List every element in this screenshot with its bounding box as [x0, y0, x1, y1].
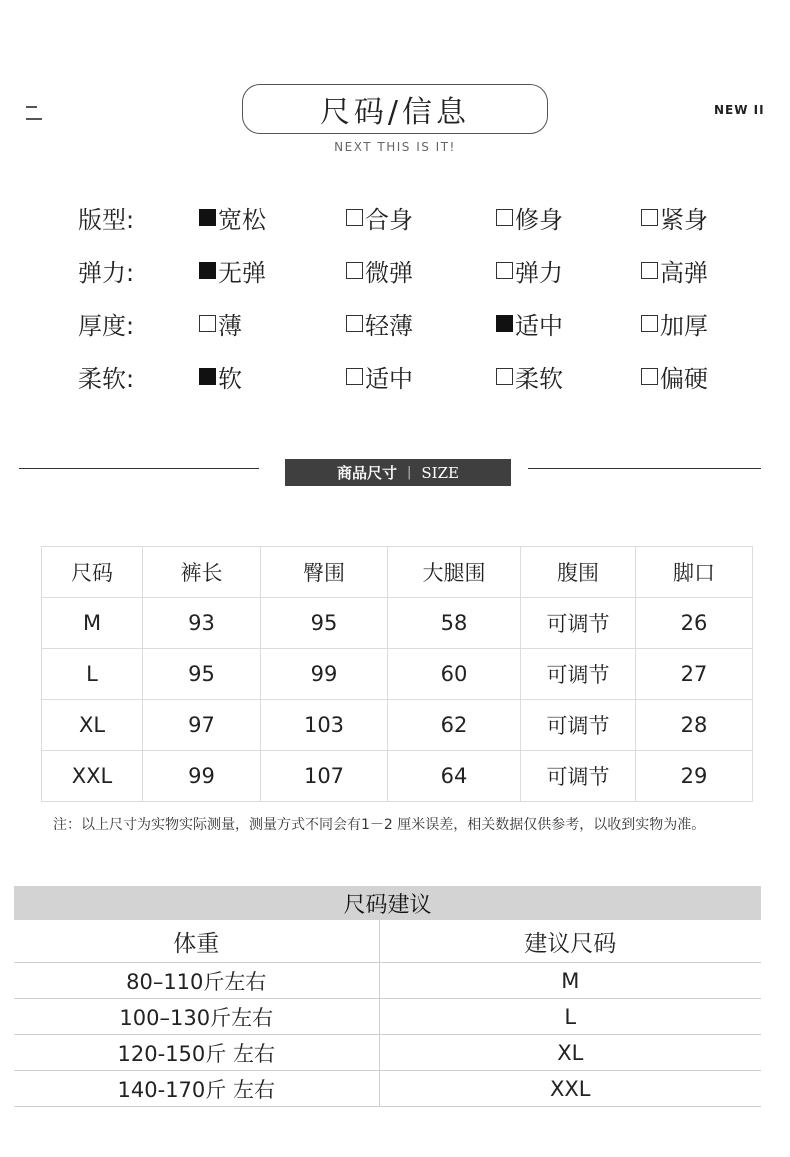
table-cell: 97	[143, 700, 261, 751]
table-cell: 27	[636, 649, 753, 700]
attribute-option	[346, 200, 413, 234]
attribute-option	[346, 253, 413, 287]
attribute-option-label: 无弹	[218, 258, 266, 287]
table-header-cell: 腹围	[521, 547, 636, 598]
table-cell: 107	[261, 751, 388, 802]
table-cell: M	[379, 963, 761, 999]
attribute-row	[0, 200, 790, 234]
table-header-cell: 建议尺码	[379, 920, 761, 963]
attribute-option	[641, 200, 708, 234]
attribute-option-label: 紧身	[660, 205, 708, 234]
table-cell: 29	[636, 751, 753, 802]
page-title: 尺码/信息	[319, 95, 471, 130]
table-header-row	[14, 920, 761, 963]
table-cell: L	[42, 649, 143, 700]
table-cell: M	[42, 598, 143, 649]
table-cell: 可调节	[521, 751, 636, 802]
checked-box-icon	[199, 262, 216, 279]
decorative-mark-icon	[26, 104, 42, 122]
banner-separator: |	[407, 465, 412, 480]
page-subtitle: NEXT THIS IS IT!	[334, 140, 456, 154]
attribute-option-label: 软	[218, 364, 242, 393]
table-row	[14, 999, 761, 1035]
unchecked-box-icon	[346, 262, 363, 279]
table-cell: 可调节	[521, 649, 636, 700]
attribute-option-label: 薄	[218, 311, 242, 340]
table-cell: 80–110斤左右	[14, 963, 379, 999]
recommendation-title: 尺码建议	[14, 886, 761, 920]
attribute-option-label: 弹力	[515, 258, 563, 287]
table-cell: 28	[636, 700, 753, 751]
attribute-option	[199, 253, 266, 287]
unchecked-box-icon	[199, 315, 216, 332]
table-row	[42, 649, 753, 700]
attribute-option-label: 适中	[515, 311, 563, 340]
attribute-option	[496, 253, 563, 287]
table-header-cell: 体重	[14, 920, 379, 963]
attribute-label: 厚度:	[78, 312, 135, 340]
attribute-option	[346, 306, 413, 340]
attribute-option-label: 轻薄	[365, 311, 413, 340]
table-row	[14, 963, 761, 999]
attribute-option	[199, 200, 266, 234]
table-cell: 99	[261, 649, 388, 700]
banner-title-en: SIZE	[421, 463, 459, 482]
table-cell: XXL	[379, 1071, 761, 1107]
divider-right	[528, 468, 761, 469]
unchecked-box-icon	[346, 209, 363, 226]
attribute-option	[496, 200, 563, 234]
table-cell: 99	[143, 751, 261, 802]
table-cell: 60	[388, 649, 521, 700]
table-cell: 可调节	[521, 598, 636, 649]
attribute-row	[0, 253, 790, 287]
attribute-option-label: 高弹	[660, 258, 708, 287]
table-row	[42, 700, 753, 751]
attribute-option	[496, 359, 563, 393]
table-cell: XXL	[42, 751, 143, 802]
size-table	[41, 546, 753, 802]
table-header-row	[42, 547, 753, 598]
unchecked-box-icon	[641, 315, 658, 332]
attribute-option	[199, 359, 242, 393]
table-cell: 58	[388, 598, 521, 649]
attribute-label: 弹力:	[78, 259, 135, 287]
attribute-label: 版型:	[78, 206, 135, 234]
attribute-option	[641, 359, 708, 393]
attribute-option	[641, 306, 708, 340]
table-cell: 可调节	[521, 700, 636, 751]
table-header-cell: 尺码	[42, 547, 143, 598]
table-cell: XL	[42, 700, 143, 751]
table-header-cell: 裤长	[143, 547, 261, 598]
divider-left	[19, 468, 259, 469]
table-row	[42, 751, 753, 802]
attribute-option	[496, 306, 563, 340]
unchecked-box-icon	[496, 262, 513, 279]
table-cell: 140-170斤 左右	[14, 1071, 379, 1107]
attribute-option-label: 柔软	[515, 364, 563, 393]
table-cell: 100–130斤左右	[14, 999, 379, 1035]
attribute-row	[0, 306, 790, 340]
attribute-option	[346, 359, 413, 393]
attribute-row	[0, 359, 790, 393]
table-cell: 103	[261, 700, 388, 751]
table-header-cell: 大腿围	[388, 547, 521, 598]
table-header-cell: 臀围	[261, 547, 388, 598]
unchecked-box-icon	[496, 209, 513, 226]
attribute-label: 柔软:	[78, 365, 135, 393]
table-row	[14, 1071, 761, 1107]
checked-box-icon	[199, 368, 216, 385]
corner-mark: NEW II	[714, 103, 765, 117]
title-frame	[242, 84, 548, 134]
table-cell: 64	[388, 751, 521, 802]
recommendation-table	[14, 920, 761, 1107]
table-cell: 120-150斤 左右	[14, 1035, 379, 1071]
table-cell: XL	[379, 1035, 761, 1071]
attribute-option-label: 微弹	[365, 258, 413, 287]
unchecked-box-icon	[346, 315, 363, 332]
table-cell: 95	[261, 598, 388, 649]
attribute-option-label: 修身	[515, 205, 563, 234]
table-cell: L	[379, 999, 761, 1035]
attribute-option-label: 偏硬	[660, 364, 708, 393]
checked-box-icon	[496, 315, 513, 332]
unchecked-box-icon	[346, 368, 363, 385]
table-row	[14, 1035, 761, 1071]
banner-title-cn: 商品尺寸	[337, 464, 398, 482]
table-cell: 62	[388, 700, 521, 751]
attribute-option	[641, 253, 708, 287]
unchecked-box-icon	[641, 368, 658, 385]
attribute-option-label: 宽松	[218, 205, 266, 234]
table-cell: 93	[143, 598, 261, 649]
attribute-option-label: 合身	[365, 205, 413, 234]
table-cell: 26	[636, 598, 753, 649]
table-header-cell: 脚口	[636, 547, 753, 598]
section-banner	[285, 459, 511, 486]
attribute-option-label: 适中	[365, 364, 413, 393]
unchecked-box-icon	[496, 368, 513, 385]
table-row	[42, 598, 753, 649]
unchecked-box-icon	[641, 262, 658, 279]
checked-box-icon	[199, 209, 216, 226]
attribute-option-label: 加厚	[660, 311, 708, 340]
measurement-note: 注：以上尺寸为实物实际测量，测量方式不同会有1－2 厘米误差，相关数据仅供参考，以收到实物为准。	[53, 817, 706, 833]
unchecked-box-icon	[641, 209, 658, 226]
table-cell: 95	[143, 649, 261, 700]
attribute-option	[199, 306, 242, 340]
